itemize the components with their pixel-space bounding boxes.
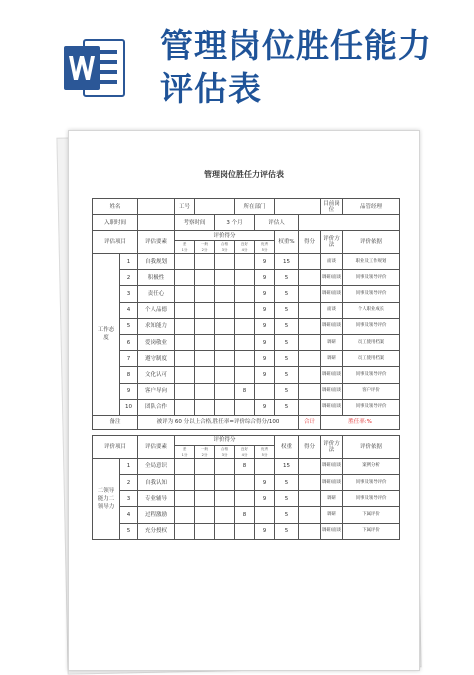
score-cell-4: 8 bbox=[235, 383, 255, 399]
method-value: 调研/面谈 bbox=[321, 458, 343, 474]
score-cell-1 bbox=[175, 507, 195, 523]
section1-category: 工作态度 bbox=[93, 254, 120, 416]
score-cell-4: 8 bbox=[235, 507, 255, 523]
section2-rows bbox=[93, 458, 400, 539]
weight-value: 5 bbox=[275, 302, 299, 318]
basis-value: 下属评价 bbox=[343, 507, 400, 523]
table-row bbox=[93, 270, 400, 286]
s2-basis-header: 评价依据 bbox=[343, 435, 400, 458]
weight-value: 5 bbox=[275, 523, 299, 539]
points-value bbox=[299, 523, 321, 539]
score-cell-5: 9 bbox=[255, 399, 275, 415]
score-cell-1 bbox=[175, 286, 195, 302]
factor-name: 充分授权 bbox=[138, 523, 175, 539]
s2-points-header: 得分 bbox=[299, 435, 321, 458]
s2-grade-5: 优秀 5分 bbox=[255, 445, 275, 458]
points-value bbox=[299, 383, 321, 399]
basis-value: 员工使用档案 bbox=[343, 334, 400, 350]
score-cell-5: 9 bbox=[255, 270, 275, 286]
period-label: 考察时间 bbox=[175, 215, 215, 231]
points-value bbox=[299, 334, 321, 350]
table-row bbox=[93, 286, 400, 302]
table-row bbox=[93, 399, 400, 415]
s1-grade-5: 优秀 5分 bbox=[255, 241, 275, 254]
basis-value: 员工使用档案 bbox=[343, 351, 400, 367]
note-label: 备注 bbox=[93, 415, 138, 429]
score-cell-1 bbox=[175, 367, 195, 383]
note-row bbox=[93, 415, 400, 429]
score-cell-3 bbox=[215, 491, 235, 507]
basis-value: 同事及领导评价 bbox=[343, 491, 400, 507]
id-value bbox=[195, 199, 235, 215]
section2-header bbox=[93, 435, 400, 445]
score-cell-2 bbox=[195, 334, 215, 350]
score-cell-4 bbox=[235, 351, 255, 367]
row-number: 5 bbox=[120, 318, 138, 334]
info-row-1 bbox=[93, 199, 400, 215]
rate-label: 胜任率:% bbox=[321, 415, 400, 429]
factor-name: 个人品德 bbox=[138, 302, 175, 318]
score-cell-4 bbox=[235, 491, 255, 507]
score-cell-4 bbox=[235, 302, 255, 318]
row-number: 10 bbox=[120, 399, 138, 415]
page-header bbox=[0, 0, 474, 120]
score-cell-5 bbox=[255, 507, 275, 523]
score-cell-5: 9 bbox=[255, 302, 275, 318]
score-cell-3 bbox=[215, 523, 235, 539]
basis-value: 下属评价 bbox=[343, 523, 400, 539]
factor-name: 专业辅导 bbox=[138, 491, 175, 507]
score-cell-1 bbox=[175, 383, 195, 399]
info-row-2 bbox=[93, 215, 400, 231]
score-cell-4 bbox=[235, 286, 255, 302]
s2-factor-header: 评估要素 bbox=[138, 435, 175, 458]
method-value: 调研/面谈 bbox=[321, 367, 343, 383]
row-number: 2 bbox=[120, 270, 138, 286]
name-value bbox=[138, 199, 175, 215]
evaluator-value bbox=[299, 215, 400, 231]
weight-value: 5 bbox=[275, 383, 299, 399]
method-value: 调研 bbox=[321, 334, 343, 350]
score-cell-3 bbox=[215, 367, 235, 383]
score-cell-5: 9 bbox=[255, 351, 275, 367]
note-text: 被评为 60 分以上合格,胜任率=评价综合得分/100 bbox=[138, 415, 299, 429]
points-value bbox=[299, 491, 321, 507]
score-cell-4 bbox=[235, 367, 255, 383]
row-number: 1 bbox=[120, 458, 138, 474]
table-row bbox=[93, 254, 400, 270]
table-row bbox=[93, 458, 400, 474]
dept-value bbox=[275, 199, 321, 215]
s2-weight-header: 权重 bbox=[275, 435, 299, 458]
table-row bbox=[93, 334, 400, 350]
score-cell-4 bbox=[235, 270, 255, 286]
table-row bbox=[93, 523, 400, 539]
weight-value: 15 bbox=[275, 254, 299, 270]
s1-grade-1: 差 1分 bbox=[175, 241, 195, 254]
method-value: 面谈 bbox=[321, 302, 343, 318]
points-value bbox=[299, 475, 321, 491]
score-cell-1 bbox=[175, 523, 195, 539]
weight-value: 5 bbox=[275, 367, 299, 383]
row-number: 5 bbox=[120, 523, 138, 539]
page-title-line2: 评估表 bbox=[160, 69, 262, 108]
score-cell-1 bbox=[175, 458, 195, 474]
score-cell-1 bbox=[175, 399, 195, 415]
row-number: 9 bbox=[120, 383, 138, 399]
score-cell-2 bbox=[195, 270, 215, 286]
table-row bbox=[93, 383, 400, 399]
basis-value: 同事及领导评价 bbox=[343, 270, 400, 286]
s1-score-header: 评价得分 bbox=[175, 231, 275, 241]
evaluator-label: 评估人 bbox=[255, 215, 299, 231]
dept-label: 所在部门 bbox=[235, 199, 275, 215]
score-cell-5: 9 bbox=[255, 367, 275, 383]
score-cell-4 bbox=[235, 318, 255, 334]
score-cell-1 bbox=[175, 302, 195, 318]
factor-name: 文化认可 bbox=[138, 367, 175, 383]
weight-value: 5 bbox=[275, 351, 299, 367]
score-cell-3 bbox=[215, 507, 235, 523]
table-row bbox=[93, 302, 400, 318]
evaluation-table bbox=[92, 198, 400, 540]
section1-rows bbox=[93, 254, 400, 416]
points-value bbox=[299, 302, 321, 318]
weight-value: 5 bbox=[275, 270, 299, 286]
score-cell-3 bbox=[215, 351, 235, 367]
weight-value: 5 bbox=[275, 507, 299, 523]
period-value: 3 个月 bbox=[215, 215, 255, 231]
factor-name: 爱岗敬业 bbox=[138, 334, 175, 350]
method-value: 调研 bbox=[321, 507, 343, 523]
score-cell-5: 9 bbox=[255, 286, 275, 302]
points-value bbox=[299, 367, 321, 383]
score-cell-1 bbox=[175, 491, 195, 507]
s1-method-header: 评价方法 bbox=[321, 231, 343, 254]
row-number: 4 bbox=[120, 302, 138, 318]
score-cell-1 bbox=[175, 270, 195, 286]
score-cell-2 bbox=[195, 458, 215, 474]
score-cell-5: 9 bbox=[255, 318, 275, 334]
score-cell-3 bbox=[215, 399, 235, 415]
score-cell-3 bbox=[215, 286, 235, 302]
s1-factor-header: 评估要素 bbox=[138, 231, 175, 254]
row-number: 2 bbox=[120, 475, 138, 491]
s2-grade-2: 一般 2分 bbox=[195, 445, 215, 458]
s1-basis-header: 评价依据 bbox=[343, 231, 400, 254]
points-value bbox=[299, 458, 321, 474]
s1-grade-2: 一般 2分 bbox=[195, 241, 215, 254]
points-value bbox=[299, 286, 321, 302]
total-label: 合计 bbox=[299, 415, 321, 429]
score-cell-2 bbox=[195, 302, 215, 318]
score-cell-3 bbox=[215, 302, 235, 318]
s2-method-header: 评价方法 bbox=[321, 435, 343, 458]
factor-name: 客户导向 bbox=[138, 383, 175, 399]
factor-name: 责任心 bbox=[138, 286, 175, 302]
score-cell-5: 9 bbox=[255, 523, 275, 539]
weight-value: 5 bbox=[275, 318, 299, 334]
basis-value: 同事及领导评价 bbox=[343, 318, 400, 334]
score-cell-3 bbox=[215, 254, 235, 270]
score-cell-2 bbox=[195, 523, 215, 539]
name-label: 姓名 bbox=[93, 199, 138, 215]
s2-grade-4: 良好 4分 bbox=[235, 445, 255, 458]
method-value: 调研/面谈 bbox=[321, 383, 343, 399]
score-cell-4 bbox=[235, 523, 255, 539]
score-cell-3 bbox=[215, 270, 235, 286]
s1-grade-4: 良好 4分 bbox=[235, 241, 255, 254]
score-cell-3 bbox=[215, 475, 235, 491]
score-cell-4 bbox=[235, 475, 255, 491]
s1-points-header: 得分 bbox=[299, 231, 321, 254]
method-value: 调研/面谈 bbox=[321, 318, 343, 334]
position-value: 品管经理 bbox=[343, 199, 400, 215]
word-document-icon bbox=[64, 36, 126, 100]
method-value: 调研 bbox=[321, 491, 343, 507]
points-value bbox=[299, 270, 321, 286]
method-value: 调研 bbox=[321, 351, 343, 367]
score-cell-2 bbox=[195, 367, 215, 383]
basis-value: 客户评价 bbox=[343, 383, 400, 399]
score-cell-2 bbox=[195, 491, 215, 507]
factor-name: 遵守制度 bbox=[138, 351, 175, 367]
table-row bbox=[93, 318, 400, 334]
score-cell-2 bbox=[195, 351, 215, 367]
weight-value: 5 bbox=[275, 475, 299, 491]
score-cell-2 bbox=[195, 507, 215, 523]
basis-value: 同事及领导评价 bbox=[343, 475, 400, 491]
table-row bbox=[93, 475, 400, 491]
score-cell-3 bbox=[215, 318, 235, 334]
score-cell-2 bbox=[195, 254, 215, 270]
method-value: 调研/面谈 bbox=[321, 475, 343, 491]
position-label: 目前岗位 bbox=[321, 199, 343, 215]
score-cell-1 bbox=[175, 351, 195, 367]
s2-item-header: 评价项目 bbox=[93, 435, 138, 458]
score-cell-3 bbox=[215, 458, 235, 474]
points-value bbox=[299, 318, 321, 334]
method-value: 调研/面谈 bbox=[321, 399, 343, 415]
score-cell-1 bbox=[175, 334, 195, 350]
row-number: 4 bbox=[120, 507, 138, 523]
table-row bbox=[93, 507, 400, 523]
score-cell-4 bbox=[235, 334, 255, 350]
score-cell-3 bbox=[215, 383, 235, 399]
row-number: 6 bbox=[120, 334, 138, 350]
id-label: 工号 bbox=[175, 199, 195, 215]
basis-value: 案例分析 bbox=[343, 458, 400, 474]
section1-header bbox=[93, 231, 400, 241]
weight-value: 5 bbox=[275, 491, 299, 507]
s2-score-header: 评价得分 bbox=[175, 435, 275, 445]
s1-item-header: 评估项目 bbox=[93, 231, 138, 254]
row-number: 3 bbox=[120, 286, 138, 302]
factor-name: 求知能力 bbox=[138, 318, 175, 334]
score-cell-2 bbox=[195, 475, 215, 491]
hire-label: 入职时间 bbox=[93, 215, 138, 231]
weight-value: 5 bbox=[275, 399, 299, 415]
score-cell-1 bbox=[175, 475, 195, 491]
row-number: 7 bbox=[120, 351, 138, 367]
table-row bbox=[93, 367, 400, 383]
method-value: 面谈 bbox=[321, 254, 343, 270]
factor-name: 自我认知 bbox=[138, 475, 175, 491]
document-title: 管理岗位胜任力评估表 bbox=[204, 170, 284, 179]
score-cell-5: 9 bbox=[255, 334, 275, 350]
score-cell-2 bbox=[195, 286, 215, 302]
score-cell-5: 9 bbox=[255, 254, 275, 270]
points-value bbox=[299, 507, 321, 523]
score-cell-5 bbox=[255, 383, 275, 399]
document-page bbox=[68, 130, 420, 671]
basis-value: 个人职业成长 bbox=[343, 302, 400, 318]
points-value bbox=[299, 254, 321, 270]
page-title-line1: 管理岗位胜任能力 bbox=[160, 26, 432, 65]
row-number: 1 bbox=[120, 254, 138, 270]
basis-value: 同事及领导评价 bbox=[343, 367, 400, 383]
s1-grade-3: 合格 3分 bbox=[215, 241, 235, 254]
row-number: 3 bbox=[120, 491, 138, 507]
weight-value: 5 bbox=[275, 334, 299, 350]
method-value: 调研/面谈 bbox=[321, 270, 343, 286]
score-cell-2 bbox=[195, 383, 215, 399]
basis-value: 同事及领导评价 bbox=[343, 399, 400, 415]
factor-name: 全局意识 bbox=[138, 458, 175, 474]
score-cell-2 bbox=[195, 399, 215, 415]
score-cell-3 bbox=[215, 334, 235, 350]
score-cell-4 bbox=[235, 254, 255, 270]
factor-name: 团队合作 bbox=[138, 399, 175, 415]
points-value bbox=[299, 399, 321, 415]
score-cell-5: 9 bbox=[255, 475, 275, 491]
points-value bbox=[299, 351, 321, 367]
row-number: 8 bbox=[120, 367, 138, 383]
table-row bbox=[93, 351, 400, 367]
basis-value: 职业及工作规划 bbox=[343, 254, 400, 270]
s2-grade-1: 差 1分 bbox=[175, 445, 195, 458]
table-row bbox=[93, 491, 400, 507]
basis-value: 同事及领导评价 bbox=[343, 286, 400, 302]
score-cell-4: 8 bbox=[235, 458, 255, 474]
factor-name: 自我规划 bbox=[138, 254, 175, 270]
score-cell-5: 9 bbox=[255, 491, 275, 507]
factor-name: 过程激励 bbox=[138, 507, 175, 523]
hire-value bbox=[138, 215, 175, 231]
score-cell-1 bbox=[175, 254, 195, 270]
score-cell-5 bbox=[255, 458, 275, 474]
method-value: 调研/面谈 bbox=[321, 523, 343, 539]
section2-category: 二领导能力二领导力 bbox=[93, 458, 120, 539]
score-cell-4 bbox=[235, 399, 255, 415]
s2-grade-3: 合格 3分 bbox=[215, 445, 235, 458]
method-value: 调研/面谈 bbox=[321, 286, 343, 302]
weight-value: 5 bbox=[275, 286, 299, 302]
weight-value: 15 bbox=[275, 458, 299, 474]
score-cell-2 bbox=[195, 318, 215, 334]
score-cell-1 bbox=[175, 318, 195, 334]
s1-weight-header: 权重% bbox=[275, 231, 299, 254]
factor-name: 积极性 bbox=[138, 270, 175, 286]
